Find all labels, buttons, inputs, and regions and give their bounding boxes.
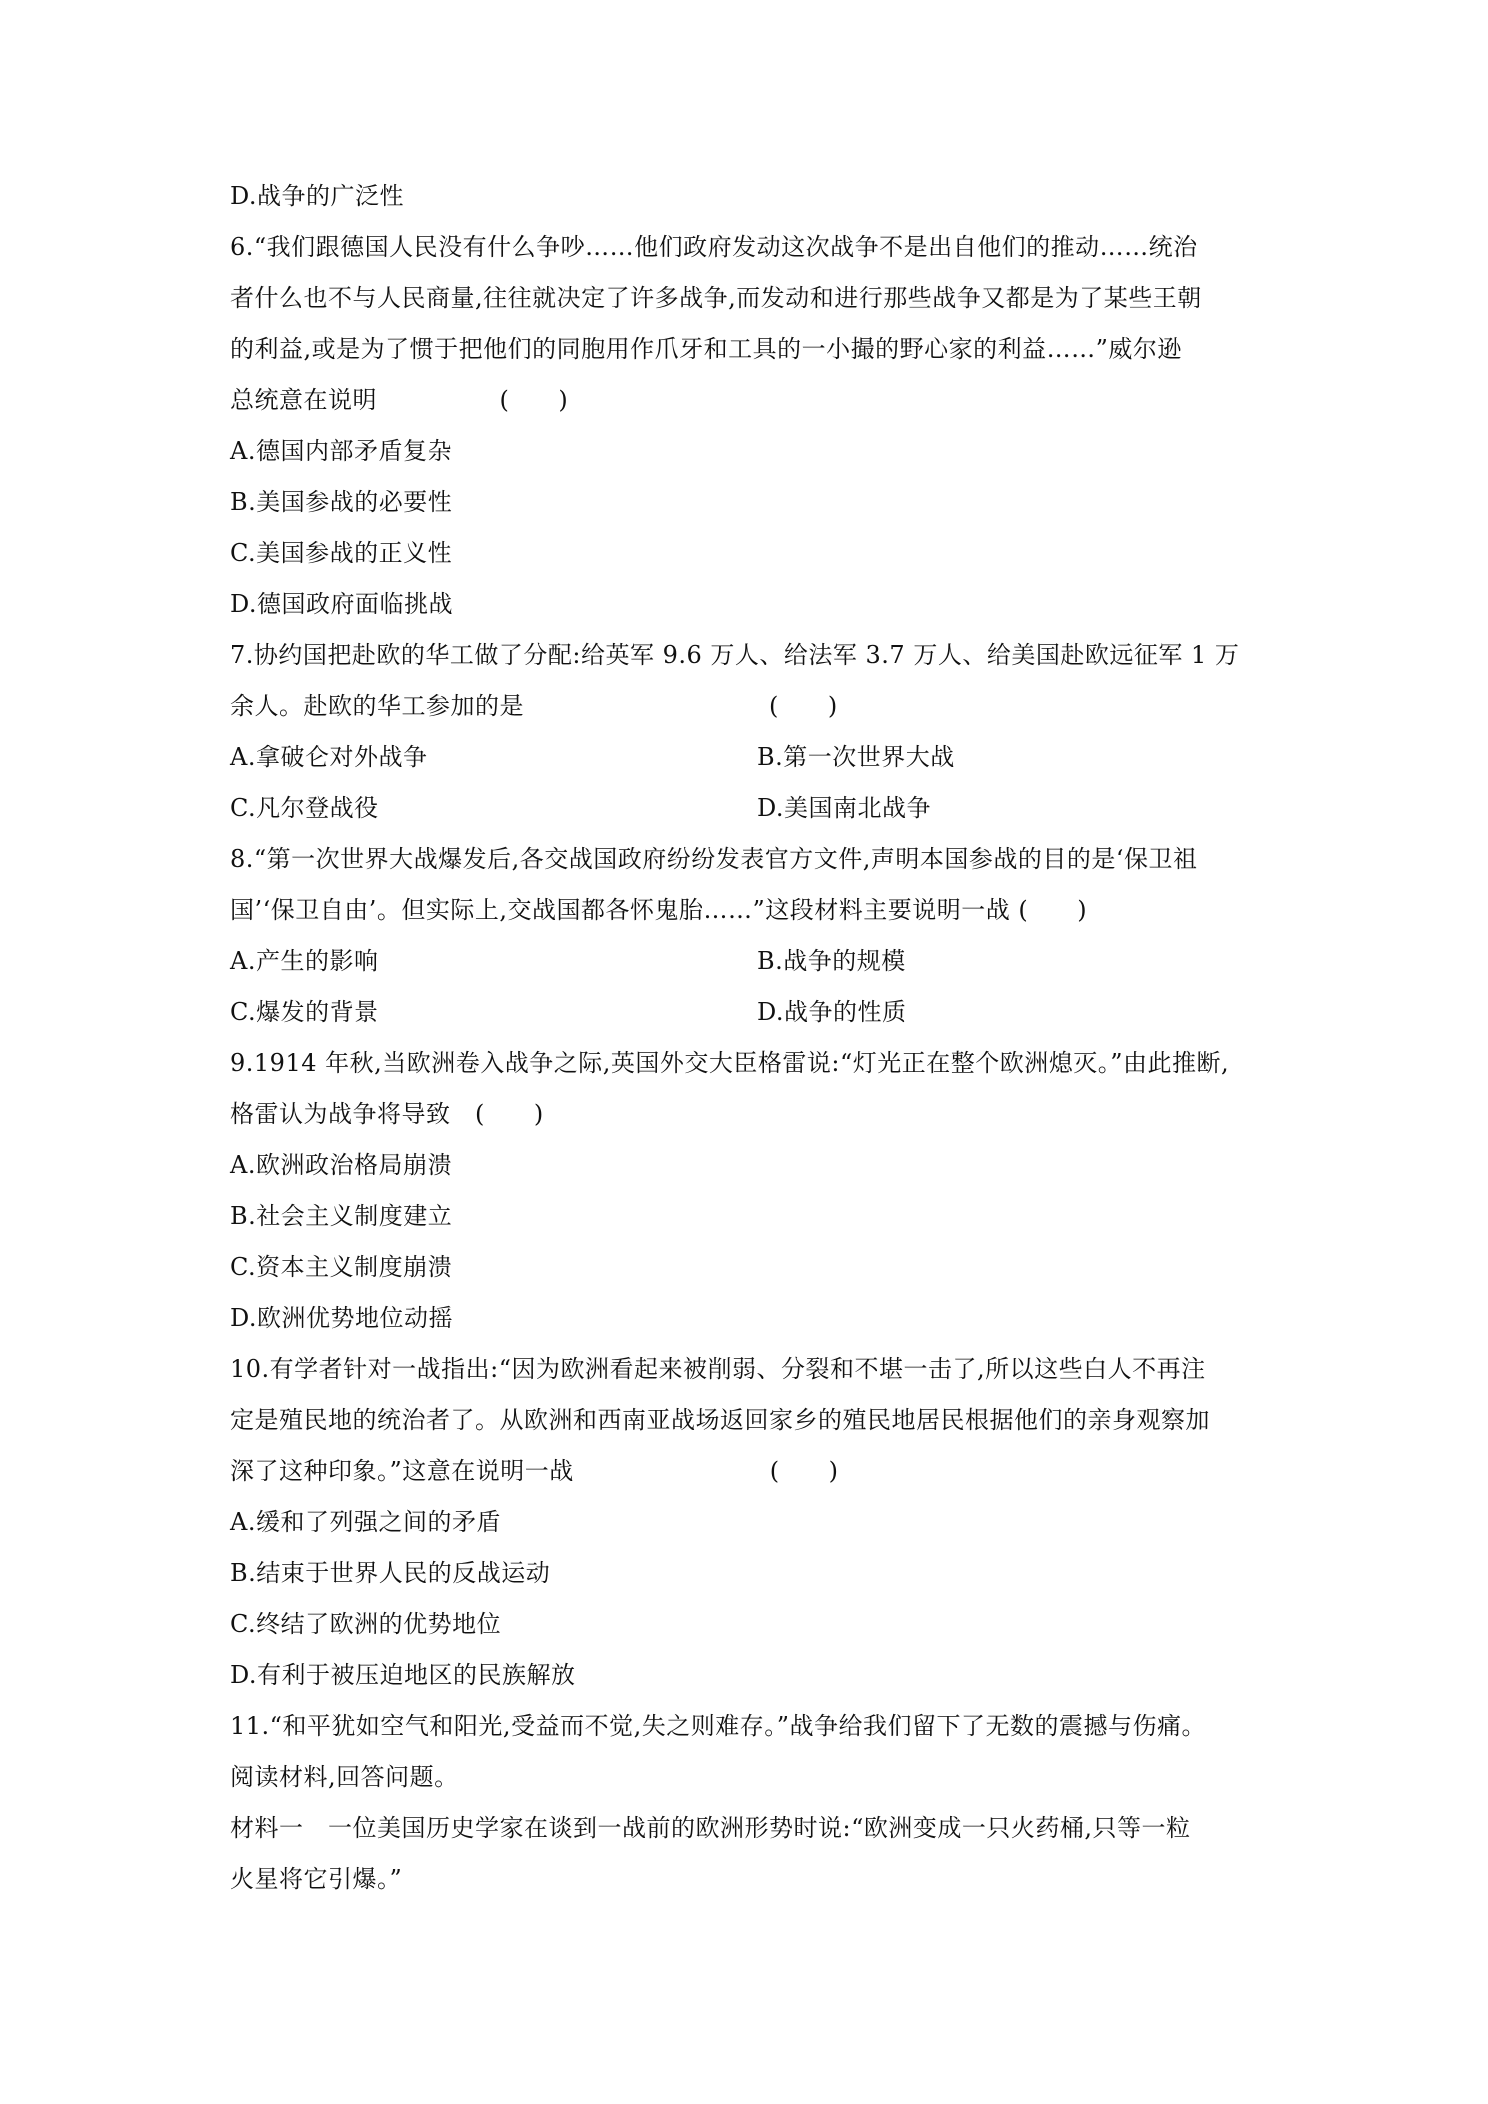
q11-stem-line-2: 阅读材料,回答问题。 [230, 1763, 459, 1791]
q10-option-a: A.缓和了列强之间的矛盾 [230, 1508, 501, 1536]
q8-stem-line-1: 8.“第一次世界大战爆发后,各交战国政府纷纷发表官方文件,声明本国参战的目的是‘保卫祖 [230, 845, 1198, 873]
q10-stem-line-2: 定是殖民地的统治者了。从欧洲和西南亚战场返回家乡的殖民地居民根据他们的亲身观察加 [230, 1406, 1210, 1434]
q11-material-1-line-2: 火星将它引爆。” [230, 1865, 403, 1893]
q7-option-d: D.美国南北战争 [757, 794, 932, 822]
q8-option-c: C.爆发的背景 [230, 998, 379, 1026]
q9-stem-line-1: 9.1914 年秋,当欧洲卷入战争之际,英国外交大臣格雷说:“灯光正在整个欧洲熄灭。”由此推断, [230, 1049, 1230, 1077]
q11-stem-line-1: 11.“和平犹如空气和阳光,受益而不觉,失之则难存。”战争给我们留下了无数的震撼与伤痛。 [230, 1712, 1206, 1740]
q10-option-d: D.有利于被压迫地区的民族解放 [230, 1661, 576, 1689]
q6-option-c: C.美国参战的正义性 [230, 539, 453, 567]
q8-stem-line-2: 国’‘保卫自由’。但实际上,交战国都各怀鬼胎……”这段材料主要说明一战 ( ) [230, 896, 1088, 924]
q8-option-d: D.战争的性质 [757, 998, 907, 1026]
q6-stem-line-1: 6.“我们跟德国人民没有什么争吵……他们政府发动这次战争不是出自他们的推动……统治 [230, 233, 1198, 261]
q6-option-d: D.德国政府面临挑战 [230, 590, 454, 618]
q5-option-d: D.战争的广泛性 [230, 182, 405, 210]
q9-option-c: C.资本主义制度崩溃 [230, 1253, 453, 1281]
q6-stem-line-3: 的利益,或是为了惯于把他们的同胞用作爪牙和工具的一小撮的野心家的利益……”威尔逊 [230, 335, 1182, 363]
q8-option-a: A.产生的影响 [230, 947, 379, 975]
q9-option-b: B.社会主义制度建立 [230, 1202, 453, 1230]
q10-stem-line-1: 10.有学者针对一战指出:“因为欧洲看起来被削弱、分裂和不堪一击了,所以这些白人不再注 [230, 1355, 1206, 1383]
q7-stem-line-2: 余人。赴欧的华工参加的是 ( ) [230, 692, 838, 720]
q6-stem-line-4: 总统意在说明 ( ) [230, 386, 569, 414]
q8-option-b: B.战争的规模 [757, 947, 906, 975]
q6-option-b: B.美国参战的必要性 [230, 488, 453, 516]
q6-option-a: A.德国内部矛盾复杂 [230, 437, 452, 465]
q6-stem-line-2: 者什么也不与人民商量,往往就决定了许多战争,而发动和进行那些战争又都是为了某些王朝 [230, 284, 1202, 312]
q9-stem-line-2: 格雷认为战争将导致 ( ) [230, 1100, 544, 1128]
q7-option-b: B.第一次世界大战 [757, 743, 955, 771]
q10-stem-line-3: 深了这种印象。”这意在说明一战 ( ) [230, 1457, 839, 1485]
q7-option-c: C.凡尔登战役 [230, 794, 379, 822]
q7-option-a: A.拿破仑对外战争 [230, 743, 428, 771]
q9-option-a: A.欧洲政治格局崩溃 [230, 1151, 452, 1179]
q10-option-b: B.结束于世界人民的反战运动 [230, 1559, 551, 1587]
q10-option-c: C.终结了欧洲的优势地位 [230, 1610, 502, 1638]
q11-material-1-line-1: 材料一 一位美国历史学家在谈到一战前的欧洲形势时说:“欧洲变成一只火药桶,只等一粒 [230, 1814, 1191, 1842]
q9-option-d: D.欧洲优势地位动摇 [230, 1304, 454, 1332]
q7-stem-line-1: 7.协约国把赴欧的华工做了分配:给英军 9.6 万人、给法军 3.7 万人、给美国赴欧远征军 1 万 [230, 641, 1240, 669]
